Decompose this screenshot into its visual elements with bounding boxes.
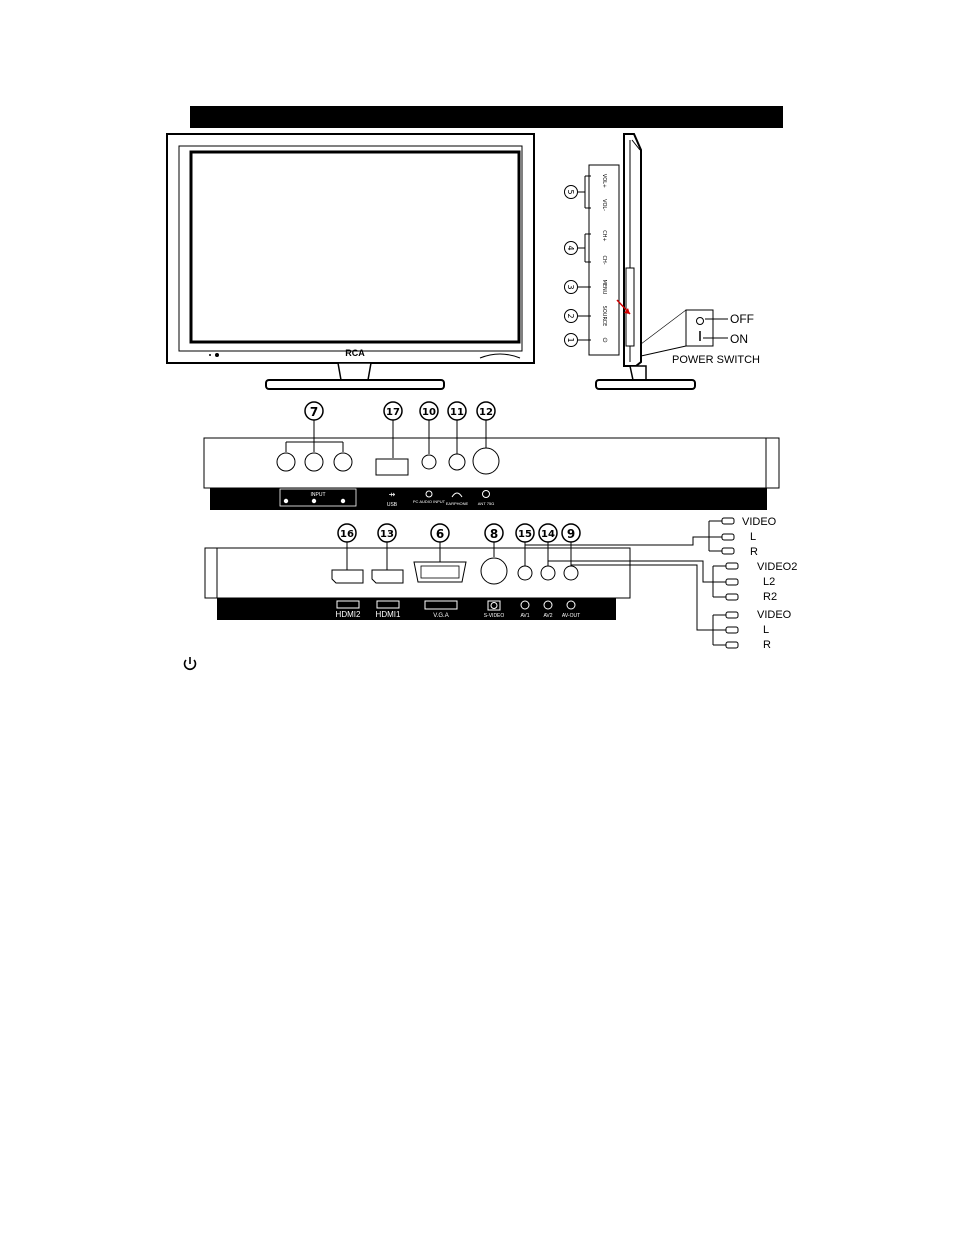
side-label-vol-minus: VOL- xyxy=(601,199,607,211)
callout-9: 9 xyxy=(566,527,576,541)
vga-port xyxy=(414,562,466,582)
bottom-connector-panel xyxy=(205,524,630,620)
tv-front-view xyxy=(167,134,534,389)
side-label-ch-plus: CH+ xyxy=(601,230,607,242)
component-jack-pr xyxy=(334,453,352,471)
callout-8: 8 xyxy=(489,527,499,541)
antenna-jack xyxy=(473,448,499,474)
callout-16: 16 xyxy=(340,529,354,540)
cable-group-3-l: L xyxy=(763,624,770,636)
power-switch-inset xyxy=(641,310,760,366)
callout-6: 6 xyxy=(435,527,445,541)
rca-plugs xyxy=(722,518,738,648)
callout-11: 11 xyxy=(450,407,464,418)
side-label-ch-minus: CH- xyxy=(601,255,607,265)
cable-group-3-video: VIDEO xyxy=(757,609,792,621)
callout-13: 13 xyxy=(380,529,394,540)
label-hdmi2: HDMI2 xyxy=(335,610,361,619)
callout-3: 3 xyxy=(566,284,575,290)
callout-10: 10 xyxy=(422,407,436,418)
component-jack-pb xyxy=(305,453,323,471)
usb-icon: ⇸ xyxy=(388,490,396,499)
side-label-source: SOURCE xyxy=(601,305,607,327)
callout-4: 4 xyxy=(566,245,575,251)
cable-group-1-l: L xyxy=(750,531,757,543)
tv-brand-logo: RCA xyxy=(345,348,365,358)
bottom-label-strip xyxy=(217,598,616,620)
tv-stand-neck xyxy=(338,363,371,380)
cable-group-2-video: VIDEO2 xyxy=(757,561,798,573)
power-on-label: ON xyxy=(730,332,748,346)
cable-labels xyxy=(742,516,797,651)
side-label-vol-plus: VOL+ xyxy=(601,173,607,189)
callout-5: 5 xyxy=(566,189,575,195)
callout-17: 17 xyxy=(386,407,400,418)
callout-15: 15 xyxy=(518,529,532,540)
label-hdmi1: HDMI1 xyxy=(375,610,401,619)
label-ant: ANT 75Ω xyxy=(477,501,495,506)
tv-stand-base xyxy=(266,380,444,389)
pc-audio-jack xyxy=(422,455,436,469)
hdmi1-port xyxy=(372,570,403,583)
av-out-jack xyxy=(564,566,578,580)
label-usb: USB xyxy=(386,502,398,508)
tv-screen xyxy=(191,152,519,342)
usb-port xyxy=(376,459,408,475)
cable-group-1-video: VIDEO xyxy=(742,516,777,528)
header-bar xyxy=(190,106,783,128)
label-svideo: S-VIDEO xyxy=(483,613,505,619)
callout-12: 12 xyxy=(479,407,493,418)
power-off-label: OFF xyxy=(730,312,754,326)
callout-7: 7 xyxy=(309,405,319,419)
earphone-jack xyxy=(449,454,465,470)
cable-group-2-l: L2 xyxy=(763,576,776,588)
cable-group-2-r: R2 xyxy=(763,591,778,603)
cable-group-3-r: R xyxy=(763,639,771,651)
power-indicator xyxy=(215,353,219,357)
svideo-port xyxy=(481,558,507,584)
component-jack-y xyxy=(277,453,295,471)
label-av2: AV2 xyxy=(543,613,553,619)
power-switch-title: POWER SWITCH xyxy=(672,354,760,366)
callout-1: 1 xyxy=(566,337,575,343)
callout-2: 2 xyxy=(566,313,575,319)
callout-14: 14 xyxy=(541,529,555,540)
label-pc-audio: PC AUDIO INPUT xyxy=(412,499,446,504)
power-icon xyxy=(185,657,196,669)
side-buttons xyxy=(565,174,609,347)
hdmi2-port xyxy=(332,570,363,583)
top-connector-panel xyxy=(204,402,779,510)
label-av1: AV1 xyxy=(520,613,530,619)
label-av-out: AV-OUT xyxy=(561,613,581,619)
label-earphone: EARPHONE xyxy=(445,501,469,506)
side-label-power: ⏻ xyxy=(601,337,608,343)
side-label-menu: MENU xyxy=(601,279,607,295)
label-input: INPUT xyxy=(310,492,326,498)
label-vga: V.G.A xyxy=(433,613,449,619)
cable-group-1-r: R xyxy=(750,546,758,558)
av1-jack xyxy=(518,566,532,580)
av2-jack xyxy=(541,566,555,580)
